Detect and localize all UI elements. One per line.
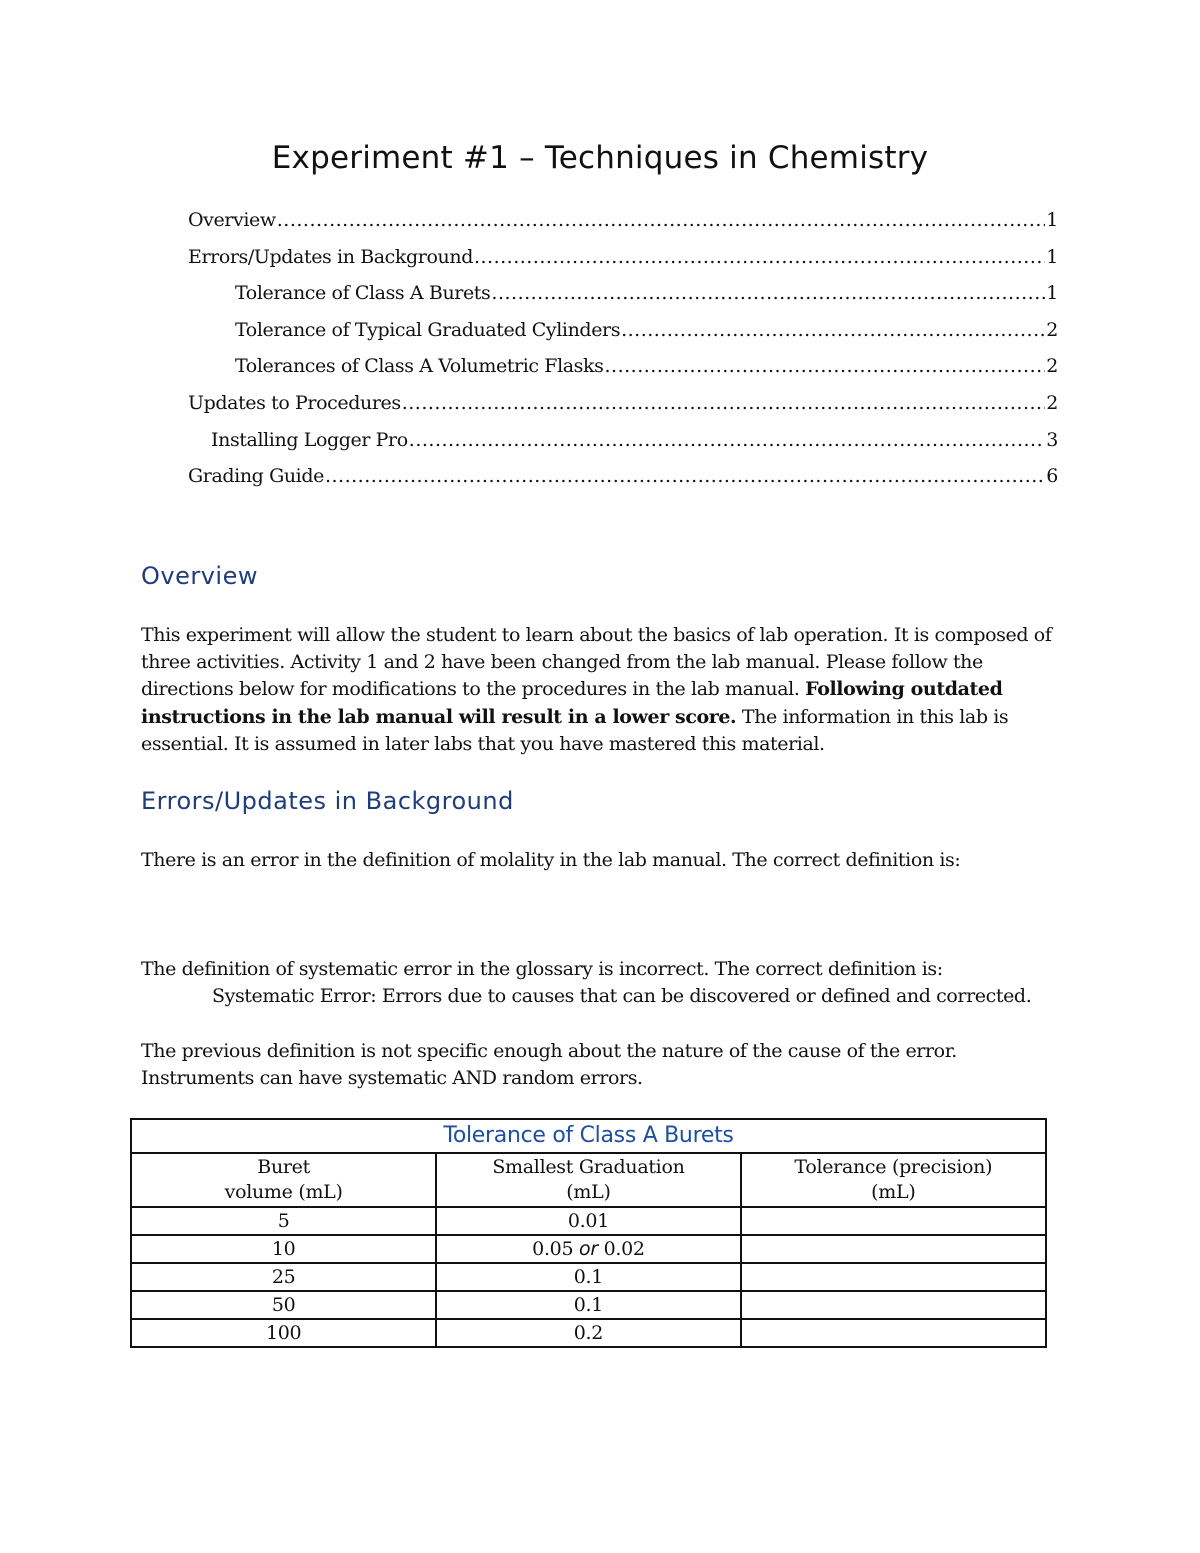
toc-entry-errors-updates[interactable]: [188, 242, 1058, 279]
table-of-contents: [188, 205, 1058, 498]
toc-label: Updates to Procedures: [188, 391, 401, 414]
header-smallest-graduation: Smallest Graduation (mL): [436, 1153, 740, 1207]
table-row: [131, 1319, 1046, 1347]
toc-leader-dots: [621, 315, 1045, 345]
cell-volume: 25: [131, 1263, 436, 1291]
overview-paragraph: [141, 622, 1061, 758]
toc-leader-dots: [491, 278, 1045, 308]
toc-label: Grading Guide: [188, 465, 324, 488]
cell-tolerance[interactable]: [741, 1235, 1046, 1263]
cell-tolerance[interactable]: [741, 1263, 1046, 1291]
toc-page-number: 1: [1046, 245, 1058, 268]
cell-volume: 5: [131, 1207, 436, 1235]
toc-label: Overview: [188, 209, 276, 231]
toc-page-number: 2: [1046, 355, 1058, 378]
toc-leader-dots: [402, 388, 1046, 418]
toc-label: Errors/Updates in Background: [188, 245, 473, 268]
overview-text-intro: This experiment will allow the student to learn about the basics of lab operation. It is composed of three activities. Activity 1 and 2 have been changed from the lab manual. Please follow the directions below for modifications to the procedures in the lab manual.: [141, 624, 1052, 701]
table-row: [131, 1235, 1046, 1263]
cell-graduation: 0.1: [436, 1291, 740, 1319]
buret-tolerance-table: [130, 1118, 1047, 1348]
instruments-errors-note: Instruments can have systematic AND random errors.: [141, 1067, 643, 1089]
cell-tolerance[interactable]: [741, 1207, 1046, 1235]
previous-definition-note: The previous definition is not specific enough about the nature of the cause of the error.: [141, 1040, 957, 1062]
table-row: [131, 1291, 1046, 1319]
toc-page-number: 1: [1046, 282, 1058, 305]
cell-tolerance[interactable]: [741, 1291, 1046, 1319]
molality-note: There is an error in the definition of molality in the lab manual. The correct definition is:: [141, 849, 961, 871]
toc-leader-dots: [474, 242, 1045, 272]
overview-text-closing: The information in this lab is essential. It is assumed in later labs that you have mastered this material.: [141, 705, 1009, 755]
systematic-error-intro: The definition of systematic error in the glossary is incorrect. The correct definition is:: [141, 958, 943, 980]
toc-page-number: 2: [1046, 318, 1058, 341]
toc-leader-dots: [277, 205, 1046, 235]
toc-entry-graduated-cylinders[interactable]: [188, 315, 1058, 352]
toc-page-number: 3: [1046, 428, 1058, 451]
toc-entry-logger-pro[interactable]: [188, 425, 1058, 462]
systematic-error-definition: Systematic Error: Errors due to causes that can be discovered or defined and corrected.: [212, 985, 1032, 1007]
cell-graduation: 0.2: [436, 1319, 740, 1347]
toc-entry-updates-procedures[interactable]: [188, 388, 1058, 425]
toc-leader-dots: [409, 425, 1046, 455]
toc-entry-grading-guide[interactable]: [188, 461, 1058, 498]
toc-page-number: 2: [1046, 391, 1058, 414]
table-row: [131, 1263, 1046, 1291]
toc-entry-class-a-burets[interactable]: [188, 278, 1058, 315]
cell-graduation: 0.1: [436, 1263, 740, 1291]
toc-leader-dots: [325, 461, 1045, 491]
cell-volume: 10: [131, 1235, 436, 1263]
cell-graduation: 0.01: [436, 1207, 740, 1235]
document-title: Experiment #1 – Techniques in Chemistry: [271, 140, 929, 176]
table-header-row: [131, 1153, 1046, 1207]
toc-leader-dots: [605, 351, 1046, 381]
toc-page-number: 6: [1046, 465, 1058, 488]
table-caption: Tolerance of Class A Burets: [131, 1119, 1046, 1153]
toc-label: Tolerance of Typical Graduated Cylinders: [235, 318, 621, 341]
toc-page-number: 1: [1046, 209, 1058, 231]
cell-volume: 50: [131, 1291, 436, 1319]
overview-heading: Overview: [141, 562, 258, 590]
toc-label: Tolerances of Class A Volumetric Flasks: [235, 355, 604, 378]
cell-volume: 100: [131, 1319, 436, 1347]
header-tolerance: Tolerance (precision) (mL): [741, 1153, 1046, 1207]
header-buret-volume: Buret volume (mL): [131, 1153, 436, 1207]
table-row: [131, 1207, 1046, 1235]
toc-entry-overview[interactable]: [188, 205, 1058, 242]
errors-updates-heading: Errors/Updates in Background: [141, 787, 514, 815]
toc-label: Tolerance of Class A Burets: [235, 282, 491, 305]
cell-tolerance[interactable]: [741, 1319, 1046, 1347]
overview-warning-bold: Following outdated instructions in the lab manual will result in a lower score.: [141, 678, 1003, 728]
toc-label: Installing Logger Pro: [211, 428, 408, 451]
cell-graduation: 0.05 or 0.02: [436, 1235, 740, 1263]
toc-entry-volumetric-flasks[interactable]: [188, 351, 1058, 388]
